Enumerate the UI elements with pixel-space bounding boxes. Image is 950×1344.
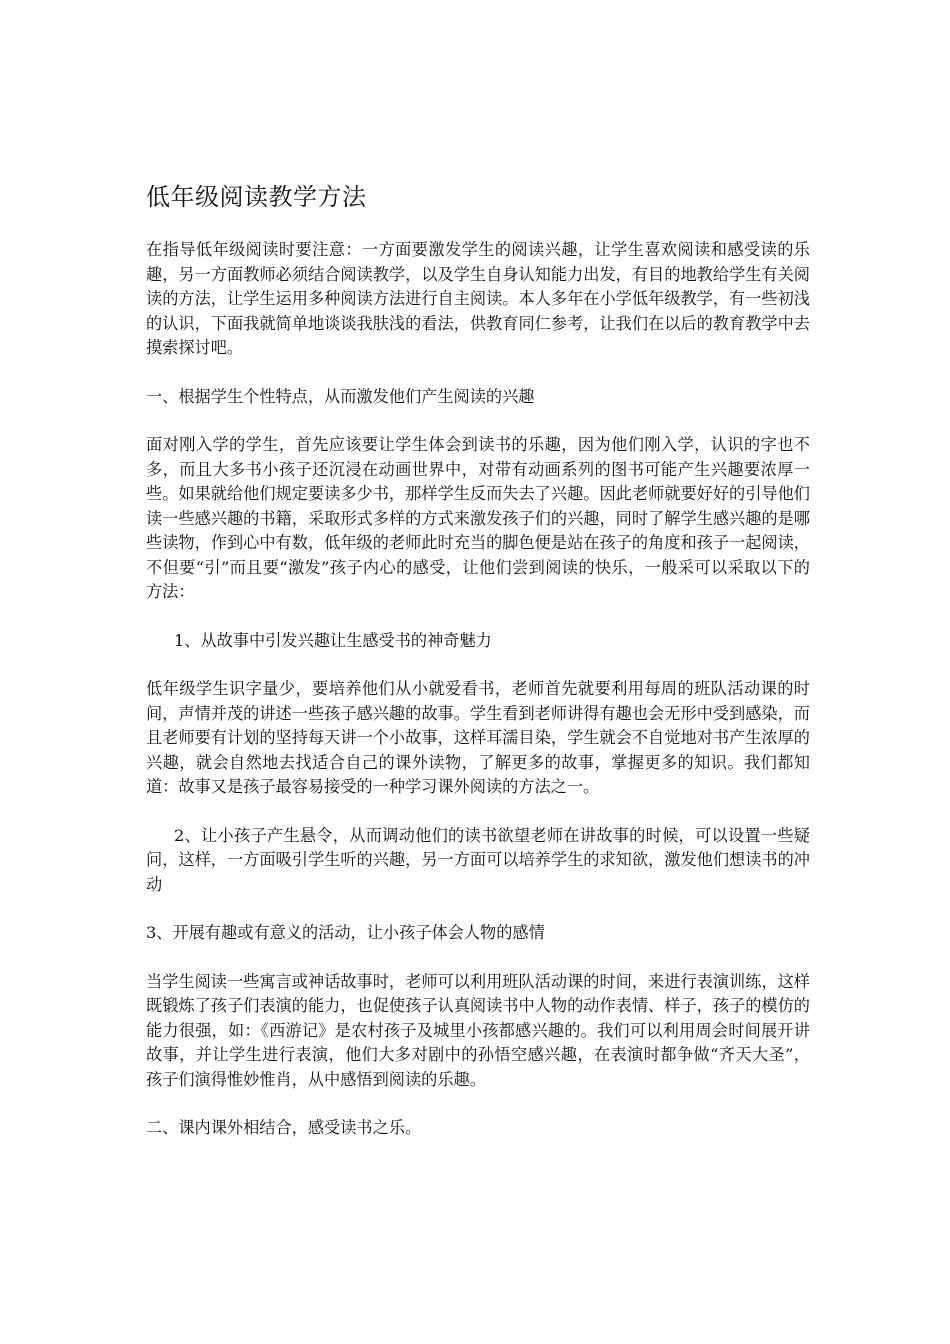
document-title: 低年级阅读教学方法 bbox=[146, 183, 367, 211]
subsection-2-paragraph: 2、让小孩子产生悬令，从而调动他们的读书欲望老师在讲故事的时候，可以设置一些疑问，这样，一方面吸引学生听的兴趣，另一方面可以培养学生的求知欲，激发他们想读书的冲动 bbox=[146, 825, 810, 894]
document-page bbox=[146, 180, 810, 1165]
subheading-3: 3、开展有趣或有意义的活动，让小孩子体会人物的感情 bbox=[146, 923, 545, 942]
subsection-1-paragraph: 低年级学生识字量少，要培养他们从小就爱看书，老师首先就要利用每周的班队活动课的时间，声情并茂的讲述一些孩子感兴趣的故事。学生看到老师讲得有趣也会无形中受到感染，而且老师要有计划的坚持每天讲一个小故事，这样耳濡目染，学生就会不自觉地对书产生浓厚的兴趣，就会自然地去找适合自己的课外读物，了解更多的故事，掌握更多的知识。我们都知道：故事又是孩子最容易接受的一种学习课外阅读的方法之一。 bbox=[146, 679, 810, 796]
section-heading-1: 一、根据学生个性特点，从而激发他们产生阅读的兴趣 bbox=[146, 386, 535, 406]
subsection-3-paragraph: 当学生阅读一些寓言或神话故事时，老师可以利用班队活动课的时间，来进行表演训练，这样既锻炼了孩子们表演的能力，也促使孩子认真阅读书中人物的动作表情、样子，孩子的模仿的能力很强，如：《西游记》是农村孩子及城里小孩都感兴趣的。我们可以利用周会时间展开讲故事，并让学生进行表演，他们大多对剧中的孙悟空感兴趣，在表演时都争做“齐天大圣”，孩子们演得惟妙惟肖，从中感悟到阅读的乐趣。 bbox=[146, 971, 810, 1089]
subheading-1: 1、从故事中引发兴趣让生感受书的神奇魅力 bbox=[174, 630, 492, 650]
section-heading-2: 二、课内课外相结合，感受读书之乐。 bbox=[146, 1118, 422, 1137]
section-1-paragraph: 面对刚入学的学生，首先应该要让学生体会到读书的乐趣，因为他们刚入学，认识的字也不多，而且大多书小孩子还沉浸在动画世界中，对带有动画系列的图书可能产生兴趣要浓厚一些。如果就给他们规定要读多少书，那样学生反而失去了兴趣。因此老师就要好好的引导他们读一些感兴趣的书籍，采取形式多样的方式来激发孩子们的兴趣，同时了解学生感兴趣的是哪些读物，作到心中有数，低年级的老师此时充当的脚色便是站在孩子的角度和孩子一起阅读，不但要“引”而且要“激发”孩子内心的感受，让他们尝到阅读的快乐，一般采可以采取以下的方法： bbox=[146, 435, 810, 601]
intro-paragraph: 在指导低年级阅读时要注意：一方面要激发学生的阅读兴趣，让学生喜欢阅读和感受读的乐趣，另一方面教师必须结合阅读教学，以及学生自身认知能力出发，有目的地教给学生有关阅读的方法，让学生运用多种阅读方法进行自主阅读。本人多年在小学低年级教学，有一些初浅的认识，下面我就简单地谈谈我肤浅的看法，供教育同仁参考，让我们在以后的教育教学中去摸索探讨吧。 bbox=[146, 240, 810, 357]
